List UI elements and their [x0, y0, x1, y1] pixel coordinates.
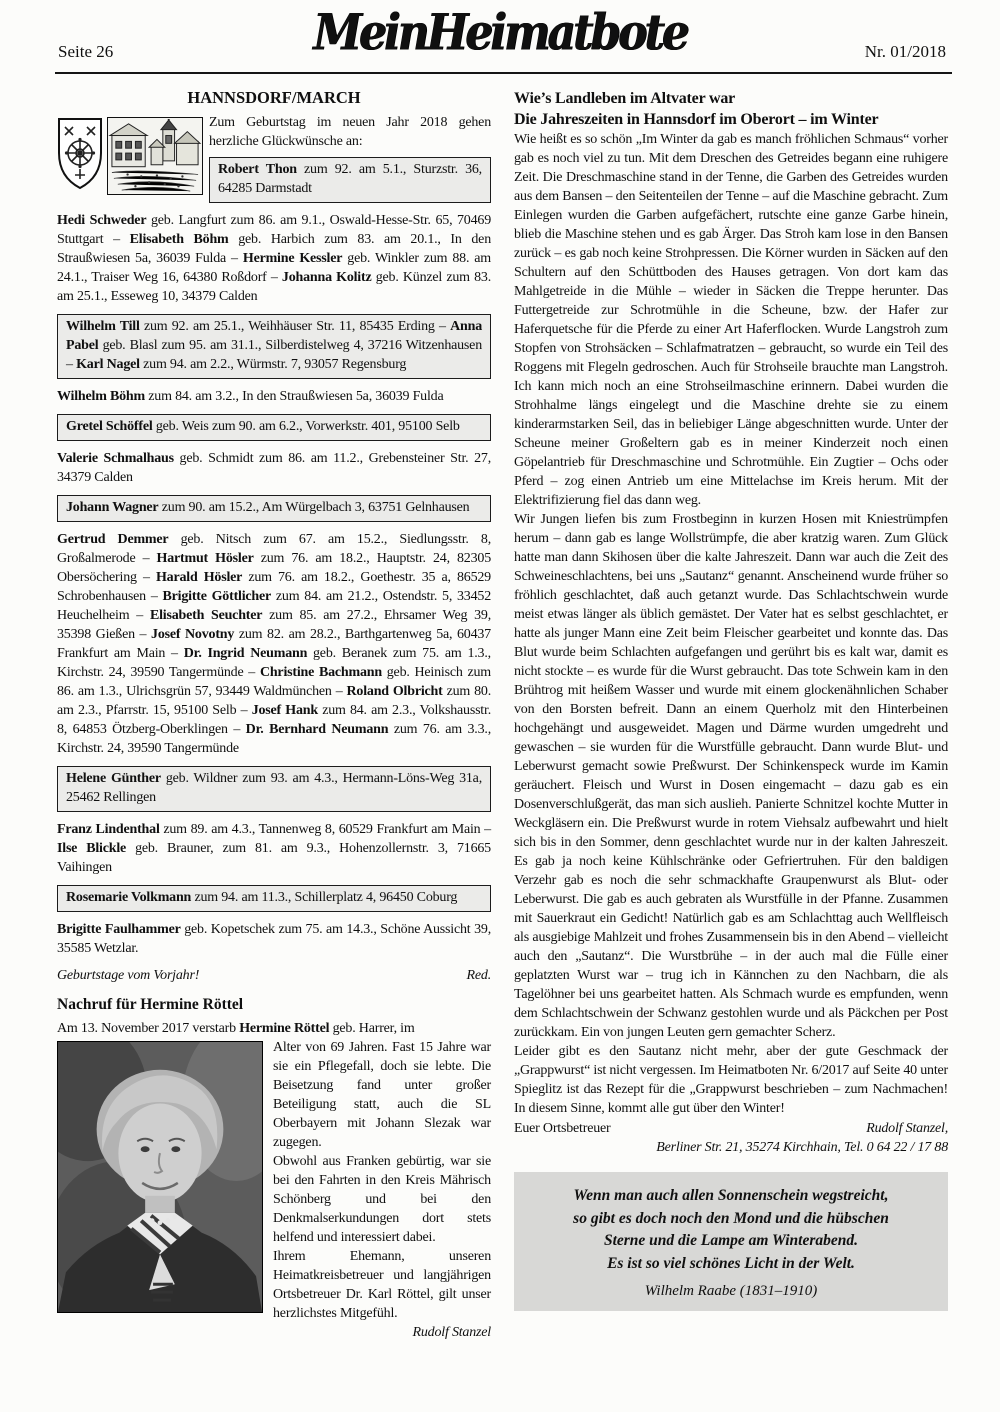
birthday-paragraph: Valerie Schmalhaus geb. Schmidt zum 86. am 11.2., Grebensteiner Str. 27, 34379 Calden — [57, 451, 491, 485]
quote-attribution: Wilhelm Raabe (1831–1910) — [644, 1283, 818, 1299]
signoff-name: Rudolf Stanzel, — [866, 1121, 948, 1136]
obituary-lead: Am 13. November 2017 verstarb Hermine Röttel geb. Harrer, im — [57, 1021, 415, 1036]
birthday-intro-text: Zum Geburtstag im neuen Jahr 2018 gehen herzliche Glückwünsche an: — [209, 115, 491, 149]
page-header — [0, 0, 1000, 76]
obituary-paragraph: Obwohl aus Franken gebürtig, war sie bei den Fahrten in den Kreis Mährisch Schönberg und bei den Denkmalserkundungen dort stets helfend und interessiert dabei. — [273, 1154, 491, 1245]
article-paragraph: Leider gibt es den Sautanz nicht mehr, aber der gute Geschmack der „Grappwurst“ ist nicht vergessen. Im Heimatboten Nr. 6/2017 auf Seite 40 unter Spieglitz ist das Rezept für die „Grappwurst beschrieben – zum Nachmachen! In diesem Sinne, kommt alle gut über den Winter! — [514, 1044, 948, 1116]
issue-number-label: Nr. 01/2018 — [864, 42, 946, 61]
quote-line: Es ist so viel schönes Licht in der Welt. — [607, 1254, 855, 1272]
signoff-role: Euer Ortsbetreuer — [514, 1121, 611, 1136]
intro-images — [57, 113, 203, 203]
left-column — [57, 88, 491, 1342]
page-number-label: Seite 26 — [58, 42, 114, 61]
birthday-box: Johann Wagner zum 90. am 15.2., Am Würgelbach 3, 63751 Gelnhausen — [57, 495, 491, 522]
page-content — [0, 76, 1000, 1342]
birthday-paragraph: Gertrud Demmer geb. Nitsch zum 67. am 15.2., Siedlungsstr. 8, Großalmerode – Hartmut Hösler zum 76. am 18.2., Hauptstr. 24, 82305 Obersöchering – Harald Hösler zum 76. am 18.2., Goethestr. 35 a, 86529 Schrobenhausen – Brigitte Göttlicher zum 84. am 21.2., Ostendstr. 5, 33452 Heuchelheim – Elisabeth Seuchter zum 85. am 27.2., Ehrsamer Weg 39, 35398 Gießen – Josef Novotny zum 82. am 28.2., Barthgartenweg 5a, 60437 Frankfurt am Main – Dr. Ingrid Neumann geb. Beranek zum 75. am 1.3., Kirchstr. 24, 39590 Tangermünde – Christine Bachmann geb. Heinisch zum 86. am 1.3., Ulrichsgrün 57, 93449 Waldmünchen – Roland Olbricht zum 80. am 2.3., Pfarrstr. 15, 95100 Selb – Josef Hank zum 84. am 2.3., Volkshausstr. 8, 64853 Ötzberg-Oberklingen – Dr. Bernhard Neumann zum 76. am 3.3., Kirchstr. 24, 39590 Tangermünde — [57, 532, 492, 756]
intro-right — [209, 113, 491, 203]
obituary-photo — [57, 1041, 263, 1313]
coat-of-arms-icon — [57, 117, 103, 191]
quote-line: Sterne und die Lampe am Winterabend. — [603, 1232, 859, 1249]
article-paragraph: Wir Jungen liefen bis zum Frostbeginn in kurzen Hosen mit Kniestrümpfen herum – dann gab es lange Wollstrümpfe, die aber kratzig waren. Zum Glück hatte man dann Skihosen über die kalte Jahreszeit. Dann war auch die Zeit des Schweineschlachtens, bei uns „Sautanz“ genannt. Anscheinend wurde früher so fröhlich geschlachtet, daß auch getanzt wurde. Das Schlachtschwein wurde meist etwas länger als üblich gemästet. Der Vater hat es selbst geschlachtet, er hatte als junger Mann eine Zeit beim Fleischer gearbeitet und konnte das. Das Blut wurde beim Schlachten aufgefangen und gerührt bis es kalt war, damit es nicht stockte – es wurde für die Wurst gebraucht. Das tote Schwein kam in den Brühtrog mit heißem Wasser und wurde mit einem glockenähnlichen Schaber von den Borsten befreit. Dann an einem Querholz mit den Hinterbeinen hochgehängt und ausgeweidet. Magen und Därme wurden umgedreht und gewaschen – sie wurden für die Wurstfülle gebraucht. Dann wurde Blut- und Leberwurst gemacht sowie Preßwurst. Der Schinkenspeck wurde im Kamin geräuchert. Fleisch und Wurst in Dosen eingemacht – dazu gab es ein Dosenverschlußgerät, das man sich auslieh. Panierte Schnitzel kochte Mutter in Weckgläsern ein. Die Preßwurst wurde in rotem Viehsalz aufbewahrt und hielt sich bis in den Sommer, denn geschlachtet wurde nur in der kalten Jahreszeit. Es gab ja noch keine Kühlschränke oder Gefriertruhen. Für den baldigen Verzehr gab es noch die sehr schmackhafte Graupenwurst als Blut- oder Leberwurst. Die gab es auch gebraten als Wurstfülle in der Pfanne. Zusammen mit Sauerkraut ein Gedicht! Natürlich gab es am Schlachttag auch Wellfleisch als ausgiebige Mahlzeit und frohes Zusammensein bis in den Abend – vielleicht auch den „Sautanz“. Die Wurstbrühe – in der auch mal die Fülle einer geplatzten Wurst war – trug ich in Kännchen zu den Nachbarn, die als Tagelöhner bei uns gearbeitet hatten. Als Schmach wurde es empfunden, wenn dem Schlachtschwein der Schwanz gestohlen wurde und als Päckchen per Post zurückkam. Ein von jungen Leuten gern gemachter Scherz. — [514, 512, 948, 1040]
signoff-row — [514, 1119, 948, 1138]
birthday-paragraph: Hedi Schweder geb. Langfurt zum 86. am 9.1., Oswald-Hesse-Str. 65, 70469 Stuttgart – Elisabeth Böhm geb. Harbich zum 83. am 20.1., In den Straußwiesen 5a, 36039 Fulda – Hermine Kessler geb. Winkler zum 88. am 24.1., Traiser Weg 16, 64380 Roßdorf – Johanna Kolitz geb. Künzel zum 83. am 25.1., Esseweg 10, 34379 Calden — [57, 213, 492, 304]
birthday-box: Robert Thon zum 92. am 5.1., Sturzstr. 36, 64285 Darmstadt — [209, 157, 491, 203]
obituary-paragraph: Alter von 69 Jahren. Fast 15 Jahre war sie ein Pflegefall, doch sie lebte. Die Beisetzung fand unter großer Beteiligung statt, auch die SL Oberbayern mit Johann Slezak war zugegen. — [273, 1040, 491, 1150]
quote-line: so gibt es doch noch den Mond und die hübschen — [573, 1209, 889, 1227]
obituary-body — [57, 1038, 491, 1342]
obituary-paragraph: Ihrem Ehemann, unseren Heimatkreisbetreuer und langjährigen Ortsbetreuer Dr. Karl Röttel, gilt unser herzlichstes Mitgefühl. — [273, 1249, 491, 1321]
vorjahr-row — [57, 966, 491, 985]
obituary-title: Nachruf für Hermine Röttel — [57, 996, 244, 1013]
birthday-box: Gretel Schöffel geb. Weis zum 90. am 6.2., Vorwerkstr. 401, 95100 Selb — [57, 414, 491, 441]
article-title: Wie’s Landleben im Altvater war — [514, 90, 736, 107]
section-title: HANNSDORF/MARCH — [187, 88, 361, 107]
birthday-box: Wilhelm Till zum 92. am 25.1., Weihhäuser Str. 11, 85435 Erding – Anna Pabel geb. Blasl zum 95. am 31.1., Silberdistelweg 4, 37216 Witzenhausen – Karl Nagel zum 94. am 2.2., Würmstr. 7, 93057 Regensburg — [57, 314, 491, 379]
red-credit: Red. — [466, 968, 491, 983]
article-subtitle: Die Jahreszeiten in Hannsdorf im Oberort – im Winter — [514, 111, 879, 128]
masthead-logo: MeinHeimatbote — [313, 4, 687, 63]
birthday-box: Rosemarie Volkmann zum 94. am 11.3., Schillerplatz 4, 96450 Coburg — [57, 885, 491, 912]
village-photo — [107, 117, 203, 195]
quote-line: Wenn man auch allen Sonnenschein wegstreicht, — [573, 1187, 889, 1204]
header-rule — [55, 72, 952, 74]
birthday-box: Helene Günther geb. Wildner zum 93. am 4.3., Hermann-Löns-Weg 31a, 25462 Rellingen — [57, 766, 491, 812]
birthday-intro-row — [57, 113, 491, 203]
birthday-paragraph: Brigitte Faulhammer geb. Kopetschek zum 75. am 14.3., Schöne Aussicht 39, 35585 Wetzlar. — [57, 922, 491, 956]
quote-box — [514, 1172, 948, 1311]
vorjahr-note: Geburtstage vom Vorjahr! — [57, 968, 200, 983]
article-paragraph: Wie heißt es so schön „Im Winter da gab es manch fröhlichen Schmaus“ vorher gab es noch viel zu tun. Mit dem Dreschen des Getreides begann eine ruhigere Zeit. Die Dreschmaschine stand in der Tenne, die Garben des Getreides wurden aus dem Bansen – den Seitenteilen der Tenne – auf die Maschine gebracht. Zum Einlegen wurden die Garben aufgefächert, rutschte eine ganze Garbe hinein, blieb die Maschine stehen und es gab Ärger. Das Stroh kam lose in den Bansen zurück – es gab noch keine Strohpressen. Die Körner wurden in Säcken auf den Schultern auf den Schüttboden des Hauses getragen. Von dort kam das Mahlgetreide in die Mühle – wieder in Säcken die Treppe herunter. Das Futtergetreide zur Schrotmühle in die Scheune, bzw. der Hafer zur Haferquetsche für die Pferde zu einer Art Haferflocken. Wurde Langstroh zum Stopfen von Strohsäcken – Schlafmatratzen – gebraucht, so wurde ein Teil des Roggens mit Flegeln gedroschen. Auch für Strohseile brauchte man Langstroh. Ich kann mich noch an eine Strohseilmaschine erinnern. Dabei wurden die Strohhalme längs eingelegt und die Maschine drehte sie zu einem kinderarmstarken Seil, das in beliebiger Länge abgeschnitten wurde. Unter der Scheune meiner Großeltern gab es in meiner Kinderzeit noch einen Göpelantrieb für Dreschmaschine und Schrotmühle. Ein Zugtier – Ochs oder Pferd – zog einen Antrieb um eine Mittelachse im Kreis herum. Mit der Elektrifizierung fiel das dann weg. — [514, 132, 948, 508]
obituary-signature: Rudolf Stanzel — [412, 1325, 491, 1340]
birthday-paragraph: Wilhelm Böhm zum 84. am 3.2., In den Straußwiesen 5a, 36039 Fulda — [57, 389, 444, 404]
birthday-paragraph: Franz Lindenthal zum 89. am 4.3., Tannenweg 8, 60529 Frankfurt am Main – Ilse Blickle geb. Brauner, zum 81. am 9.3., Hohenzollernstr. 3, 71665 Vaihingen — [57, 822, 491, 875]
signoff-address: Berliner Str. 21, 35274 Kirchhain, Tel. 0 64 22 / 17 88 — [656, 1140, 948, 1155]
right-column — [514, 88, 948, 1342]
